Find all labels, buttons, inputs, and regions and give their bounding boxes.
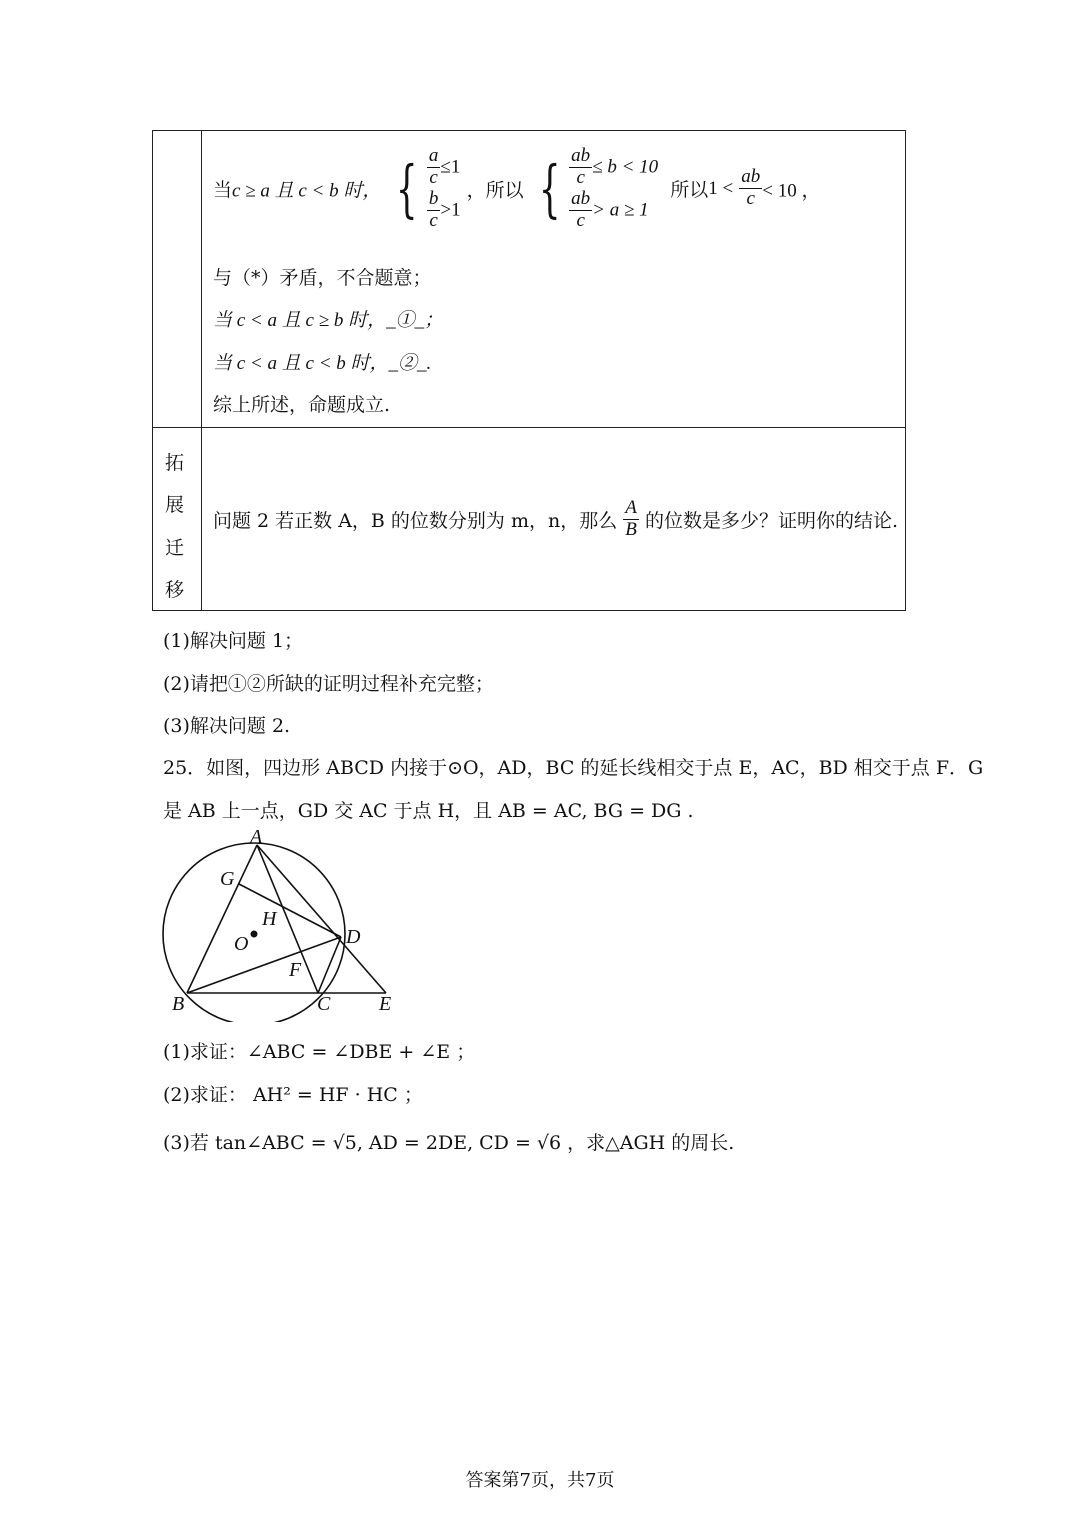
left-brace: { [396, 151, 419, 225]
label-c: C [317, 993, 331, 1015]
side-label-char: 拓 [165, 452, 185, 474]
problem2-text-after: 的位数是多少？证明你的结论. [644, 509, 898, 532]
problem2-line [213, 498, 898, 541]
range-right: < 10 ， [762, 180, 821, 202]
problem25-line1: 25．如图，四边形 ABCD 内接于⊙O，AD，BC 的延长线相交于点 E，AC，BD 相交于点 F．G [163, 757, 984, 779]
geometry-figure [150, 822, 410, 1022]
side-label-char: 展 [165, 494, 185, 516]
label-o: O [234, 933, 249, 955]
case3-line: 当 c < a 且 c < b 时，_②_. [213, 353, 432, 374]
a-over-b-fraction: $\frac{A}{B}$ [625, 497, 637, 540]
label-g: G [220, 868, 235, 890]
case1-condition: c ≥ a 且 c < b 时， [232, 180, 382, 202]
problem25-sub3: (3)若 tan∠ABC = √5, AD = 2DE, CD = √6 ，求△AGH 的周长. [163, 1132, 735, 1154]
case2-line: 当 c < a 且 c ≥ b 时，_①_； [213, 310, 444, 331]
so-text-2: 所以 [670, 179, 709, 202]
label-f: F [289, 959, 302, 981]
contradiction-line: 与（*）矛盾，不合题意； [213, 267, 432, 289]
figure-lines [187, 845, 386, 993]
label-e: E [379, 993, 392, 1015]
problem25-line2: 是 AB 上一点，GD 交 AC 于点 H，且 AB = AC, BG = DG . [163, 800, 694, 822]
system-1: $\frac{a}{c}$ ≤1 $\frac{b}{c}$ >1 [428, 145, 461, 231]
case1-prefix: 当 [213, 179, 233, 202]
side-label-char: 迁 [165, 537, 185, 559]
system-2: $\frac{ab}{c}$ ≤ b < 10 $\frac{ab}{c}$ > a ≥ 1 [571, 145, 659, 231]
problem2-text-before: 问题 2 若正数 A，B 的位数分别为 m，n，那么 [213, 509, 618, 532]
task-item: (2)请把①②所缺的证明过程补充完整； [163, 673, 494, 695]
range-left: 1 < [708, 177, 734, 199]
task-item: (3)解决问题 2. [163, 715, 291, 737]
so-text-1: ，所以 [466, 179, 524, 202]
left-brace: { [538, 151, 561, 225]
label-d: D [346, 926, 361, 948]
conclusion-line: 综上所述，命题成立. [213, 394, 391, 416]
problem25-sub2: (2)求证： AH² = HF · HC ； [163, 1084, 423, 1106]
page-footer: 答案第7页，共7页 [465, 1470, 615, 1491]
range-fraction: $\frac{ab}{c}$ [741, 166, 761, 210]
problem25-sub1: (1)求证：∠ABC = ∠DBE + ∠E ； [163, 1041, 476, 1063]
task-item: (1)解决问题 1； [163, 630, 304, 652]
label-h: H [262, 908, 277, 930]
segment-gd [239, 884, 341, 937]
case1-line [213, 146, 820, 232]
label-b: B [172, 993, 185, 1015]
label-a: A [250, 826, 263, 848]
center-dot [251, 931, 258, 938]
row1-side-cell [153, 131, 202, 428]
side-label-char: 移 [165, 579, 185, 601]
